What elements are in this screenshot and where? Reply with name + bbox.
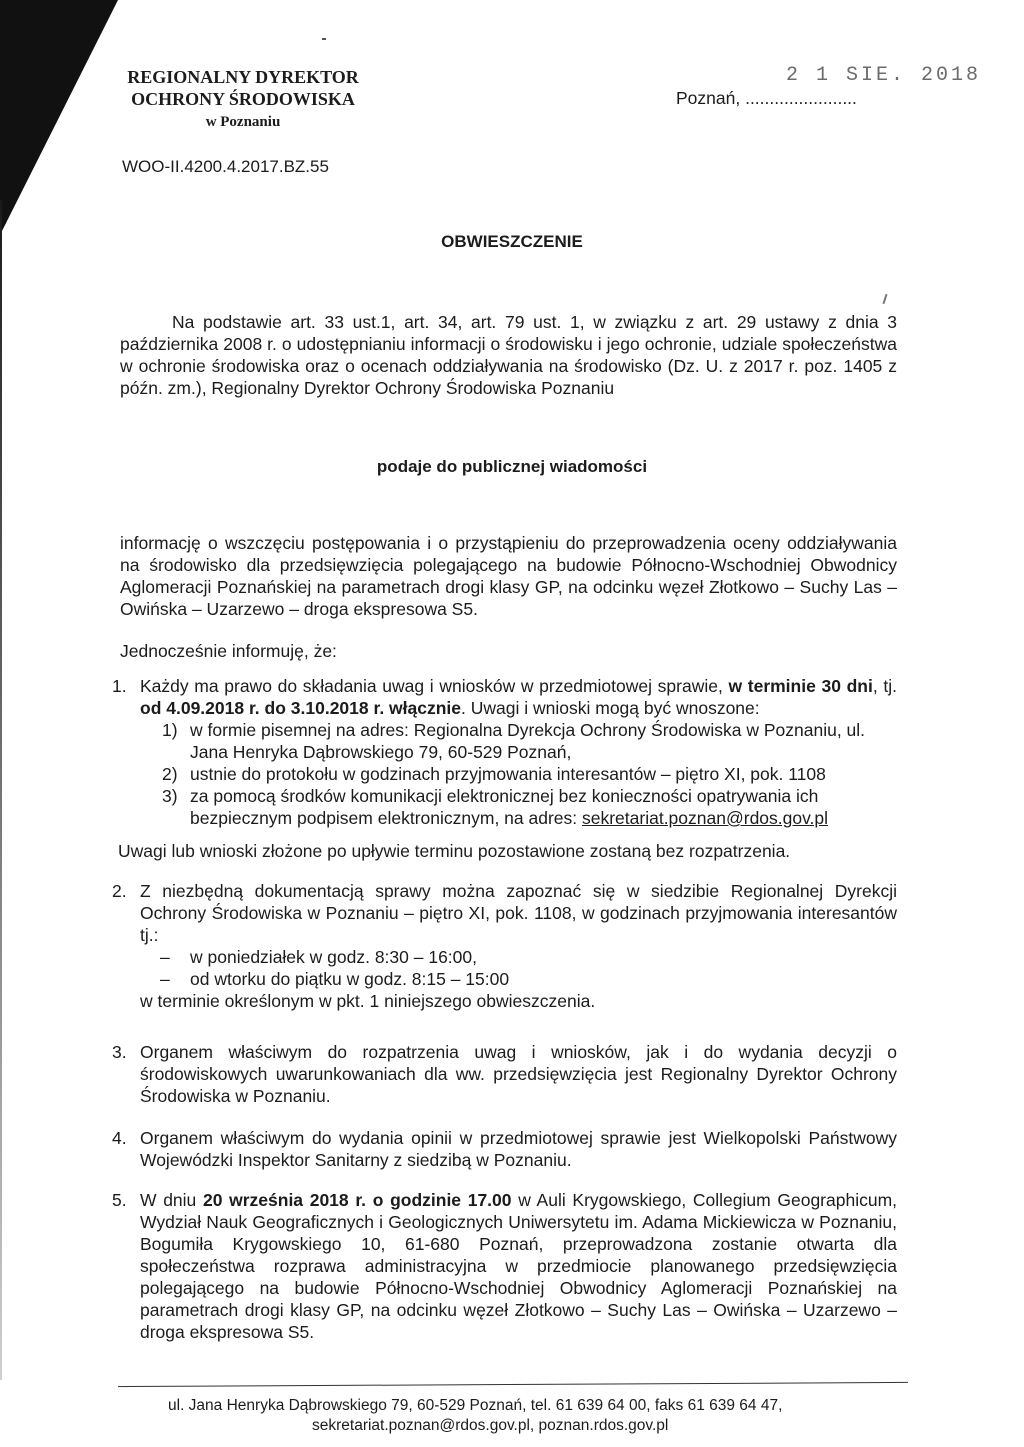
item-text: Z niezbędną dokumentacją sprawy można zapoznać się w siedzibie Regionalnej Dyrekcji Ochrony Środowiska w Poznaniu – piętro XI, pok. 1108, w godzinach przyjmowania interesantów tj.: xyxy=(140,881,897,945)
submission-method xyxy=(162,719,897,763)
hours-text: od wtorku do piątku w godz. 8:15 – 15:00 xyxy=(190,969,510,989)
item-text: Każdy ma prawo do składania uwag i wniosków w przedmiotowej sprawie, xyxy=(140,676,729,696)
item-text: , tj. xyxy=(872,676,897,696)
footer-contact: sekretariat.poznan@rdos.gov.pl, poznan.rdos.gov.pl xyxy=(312,1417,669,1434)
pen-tick-mark xyxy=(883,294,888,304)
submission-methods xyxy=(140,719,897,829)
submission-method xyxy=(162,763,897,785)
list-item-1 xyxy=(112,675,897,829)
list-item-2 xyxy=(112,880,897,1012)
also-inform: Jednocześnie informuję, że: xyxy=(120,641,337,661)
item-number: 4. xyxy=(112,1128,127,1148)
sub-marker: 3) xyxy=(162,786,178,806)
sub-text: za pomocą środków komunikacji elektronicznej bez konieczności opatrywania ich bezpiecznym podpisem elektronicznym, na adres: xyxy=(190,786,819,828)
submission-method xyxy=(162,785,897,829)
scan-edge-line xyxy=(0,200,2,1380)
place-date: Poznań, ....................... xyxy=(676,88,857,108)
list-item xyxy=(112,1127,897,1171)
item-bold-date: 20 września 2018 r. o godzinie 17.00 xyxy=(202,1190,512,1210)
reference-number: WOO-II.4200.4.2017.BZ.55 xyxy=(122,157,329,176)
office-hours-row xyxy=(160,968,897,990)
list-item xyxy=(112,1189,897,1343)
list-item xyxy=(112,880,897,1012)
item-number: 5. xyxy=(112,1190,127,1210)
list-item xyxy=(112,1041,897,1107)
item-bold-dates: od 4.09.2018 r. do 3.10.2018 r. włącznie xyxy=(140,698,462,718)
intro-paragraph: Na podstawie art. 33 ust.1, art. 34, art. 79 ust. 1, w związku z art. 29 ustawy z dnia 3 października 2008 r. o udostępnianiu informacji o środowisku i jego ochronie, udziale społeczeństwa w ochronie środowiska oraz o ocenach oddziaływania na środowisko (Dz. U. z 2017 r. poz. 1405 z późn. zm.), Regionalny Dyrektor Ochrony Środowiska Poznaniu xyxy=(120,312,897,398)
item-number: 1. xyxy=(112,676,127,696)
list-item-5 xyxy=(112,1189,897,1343)
list-item xyxy=(112,675,897,829)
office-hours xyxy=(140,946,897,990)
footer-address: ul. Jana Henryka Dąbrowskiego 79, 60-529 Poznań, tel. 61 639 64 00, faks 61 639 64 47, xyxy=(168,1397,783,1414)
letterhead-line-3: w Poznaniu xyxy=(205,114,281,130)
item-text: W dniu xyxy=(140,1190,203,1210)
sub-text: w formie pisemnej na adres: Regionalna Dyrekcja Ochrony Środowiska w Poznaniu, ul. Jana Henryka Dąbrowskiego 79, 60-529 Poznań, xyxy=(190,720,866,762)
late-submissions-note: Uwagi lub wnioski złożone po upływie terminu pozostawione zostaną bez rozpatrzenia. xyxy=(118,841,791,861)
dash-marker: – xyxy=(160,947,170,967)
item-number: 3. xyxy=(112,1042,127,1062)
scan-speck xyxy=(322,38,326,40)
item-text: Organem właściwym do rozpatrzenia uwag i wniosków, jak i do wydania decyzji o środowiskowych uwarunkowaniach dla ww. przedsięwzięcia jest Regionalny Dyrektor Ochrony Środowiska w Poznaniu. xyxy=(140,1042,897,1106)
list-item-3 xyxy=(112,1041,897,1107)
letterhead xyxy=(98,66,388,131)
document-subtitle: podaje do publicznej wiadomości xyxy=(376,457,648,476)
item-number: 2. xyxy=(112,881,127,901)
hours-text: w poniedziałek w godz. 8:30 – 16:00, xyxy=(190,947,477,967)
item-text: Organem właściwym do wydania opinii w przedmiotowej sprawie jest Wielkopolski Państwowy Wojewódzki Inspektor Sanitarny z siedzibą w Poznaniu. xyxy=(140,1128,897,1170)
sub-marker: 1) xyxy=(162,720,178,740)
item-text: w Auli Krygowskiego, Collegium Geographicum, Wydział Nauk Geograficznych i Geologicznych Uniwersytetu im. Adama Mickiewicza w Poznaniu, Bogumiła Krygowskiego 10, 61-680 Poznań, przeprowadzona zostanie otwarta dla społeczeństwa rozprawa administracyjna w przedmiocie planowanego przedsięwzięcia polegającego na budowie Północno-Wschodniej Obwodnicy Aglomeracji Poznańskiej na parametrach drogi klasy GP, na odcinku węzeł Złotkowo – Suchy Las – Owińska – Uzarzewo – droga ekspresowa S5. xyxy=(140,1190,898,1342)
item-text: . Uwagi i wnioski mogą być wnoszone: xyxy=(461,698,760,718)
list-item-4 xyxy=(112,1127,897,1171)
document-title: OBWIESZCZENIE xyxy=(441,232,583,251)
sub-marker: 2) xyxy=(162,764,178,784)
letterhead-line-2: OCHRONY ŚRODOWISKA xyxy=(131,89,355,109)
item-closing: w terminie określonym w pkt. 1 niniejszego obwieszczenia. xyxy=(140,991,596,1011)
item-bold-term: w terminie 30 dni xyxy=(728,676,873,696)
date-stamp: 2 1 SIE. 2018 xyxy=(786,64,982,87)
information-paragraph: informację o wszczęciu postępowania i o przystąpieniu do przeprowadzenia oceny oddziaływania na środowisko dla przedsięwzięcia polegającego na budowie Północno-Wschodniej Obwodnicy Aglomeracji Poznańskiej na parametrach drogi klasy GP, na odcinku węzeł Złotkowo – Suchy Las – Owińska – Uzarzewo – droga ekspresowa S5. xyxy=(120,533,897,619)
office-hours-row xyxy=(160,946,897,968)
footer-divider xyxy=(118,1382,908,1387)
dash-marker: – xyxy=(160,969,170,989)
letterhead-line-1: REGIONALNY DYREKTOR xyxy=(127,67,359,87)
sub-text: ustnie do protokołu w godzinach przyjmowania interesantów – piętro XI, pok. 1108 xyxy=(190,764,826,784)
email-link[interactable]: sekretariat.poznan@rdos.gov.pl xyxy=(582,808,829,828)
